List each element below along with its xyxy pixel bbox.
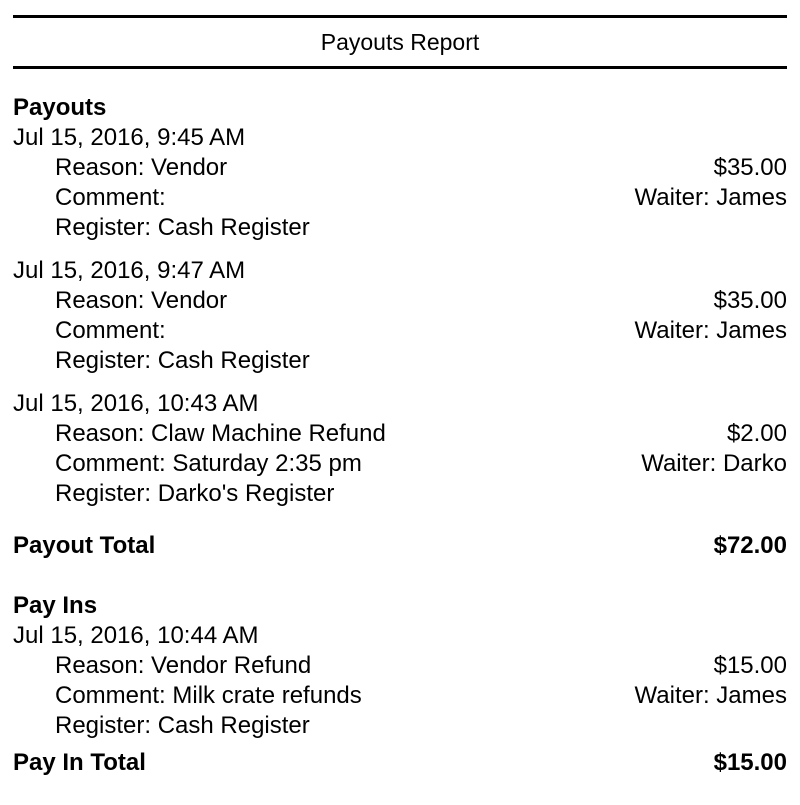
report-header <box>13 15 787 69</box>
entry-waiter: Waiter: James <box>634 317 787 344</box>
entry-register-row <box>13 213 787 243</box>
entry-waiter: Waiter: James <box>634 184 787 211</box>
entry-comment-row <box>13 449 787 479</box>
entry-register: Register: Cash Register <box>55 347 310 374</box>
payin-total-amount: $15.00 <box>713 749 787 776</box>
entry-amount: $35.00 <box>713 154 787 181</box>
entry-timestamp: Jul 15, 2016, 9:47 AM <box>13 257 246 284</box>
entry-comment: Comment: Milk crate refunds <box>55 682 362 709</box>
payout-entries <box>13 123 787 509</box>
section-heading-payouts: Payouts <box>13 94 107 121</box>
entry-comment-row <box>13 681 787 711</box>
entry-register: Register: Cash Register <box>55 712 310 739</box>
entry-reason: Reason: Claw Machine Refund <box>55 420 386 447</box>
section-payouts <box>13 93 787 561</box>
section-heading-payins: Pay Ins <box>13 592 98 619</box>
payout-entry <box>13 389 787 509</box>
payout-total-label: Payout Total <box>13 532 156 559</box>
entry-comment-row <box>13 183 787 213</box>
payin-entries <box>13 621 787 741</box>
entry-reason: Reason: Vendor Refund <box>55 652 312 679</box>
report-body <box>0 93 800 778</box>
entry-reason-row <box>13 286 787 316</box>
payout-entry <box>13 256 787 376</box>
entry-timestamp: Jul 15, 2016, 10:44 AM <box>13 622 259 649</box>
payout-total-amount: $72.00 <box>713 532 787 559</box>
entry-register: Register: Cash Register <box>55 214 310 241</box>
entry-amount: $2.00 <box>726 420 787 447</box>
entry-amount: $15.00 <box>713 652 787 679</box>
payin-total-row <box>13 748 787 778</box>
section-payins <box>13 591 787 778</box>
payout-total-row <box>13 531 787 561</box>
entry-amount: $35.00 <box>713 287 787 314</box>
entry-comment: Comment: <box>55 317 166 344</box>
entry-register: Register: Darko's Register <box>55 480 335 507</box>
payin-entry <box>13 621 787 741</box>
entry-register-row <box>13 711 787 741</box>
entry-reason-row <box>13 651 787 681</box>
entry-comment: Comment: Saturday 2:35 pm <box>55 450 362 477</box>
entry-comment-row <box>13 316 787 346</box>
entry-reason: Reason: Vendor <box>55 287 228 314</box>
entry-reason-row <box>13 419 787 449</box>
entry-timestamp: Jul 15, 2016, 10:43 AM <box>13 390 259 417</box>
entry-register-row <box>13 346 787 376</box>
entry-reason-row <box>13 153 787 183</box>
entry-register-row <box>13 479 787 509</box>
entry-comment: Comment: <box>55 184 166 211</box>
entry-waiter: Waiter: James <box>634 682 787 709</box>
entry-timestamp: Jul 15, 2016, 9:45 AM <box>13 124 246 151</box>
entry-reason: Reason: Vendor <box>55 154 228 181</box>
payout-entry <box>13 123 787 243</box>
report-title: Payouts Report <box>320 29 480 55</box>
entry-waiter: Waiter: Darko <box>641 450 787 477</box>
payin-total-label: Pay In Total <box>13 749 146 776</box>
